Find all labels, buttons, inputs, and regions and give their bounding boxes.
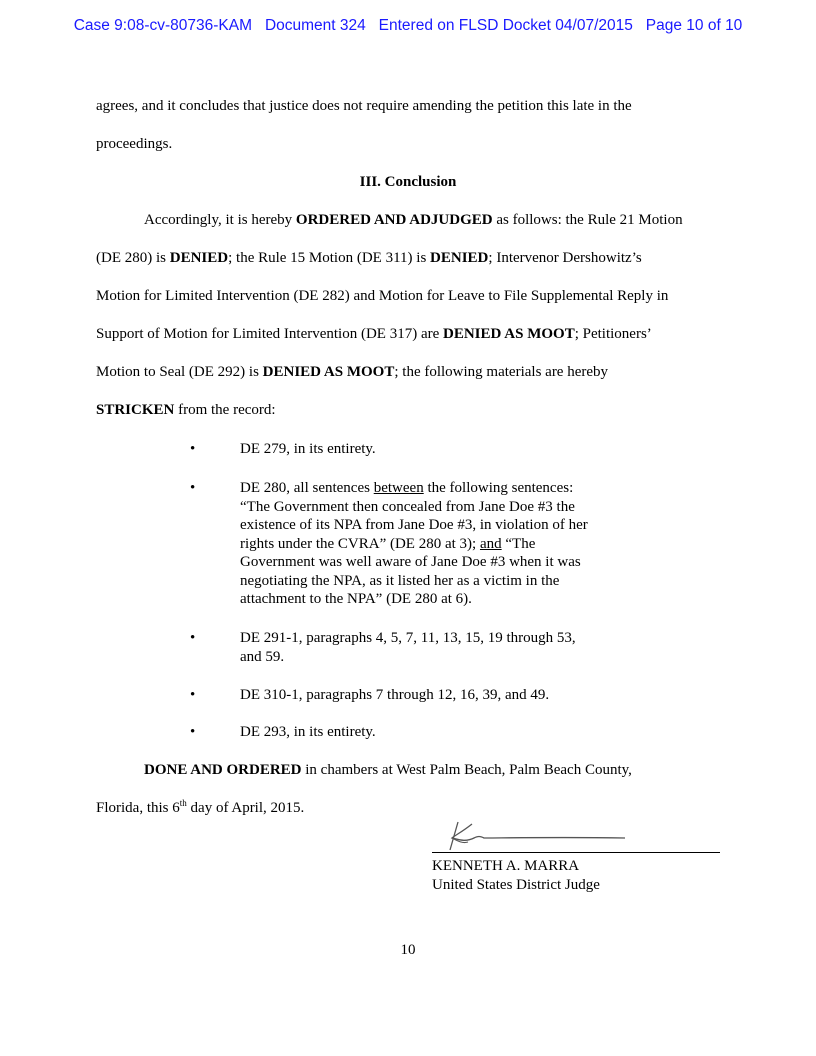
item-line: Government was well aware of Jane Doe #3 when it was [240, 554, 581, 570]
item-text: DE 310-1, paragraphs 7 through 12, 16, 39, and 49. [240, 687, 550, 703]
bold-text: DENIED [430, 250, 489, 266]
bullet-icon: • [190, 480, 196, 496]
item-text: DE 293, in its entirety. [240, 724, 376, 740]
section-heading: III. Conclusion [359, 174, 457, 190]
docket-header: Case 9:08-cv-80736-KAM Document 324 Entered on FLSD Docket 04/07/2015 Page 10 of 10 [73, 17, 743, 34]
bullet-icon: • [190, 724, 196, 740]
list-item [240, 686, 630, 705]
order-line-4 [96, 325, 652, 343]
list-item [240, 479, 630, 609]
bullet-icon: • [190, 441, 196, 457]
order-line-6 [96, 401, 276, 419]
text: day of April, 2015. [186, 800, 305, 816]
underlined-text: between [373, 480, 424, 496]
bullet-icon: • [190, 630, 196, 646]
text: (DE 280) is [96, 250, 170, 266]
text: Florida, this 6 [96, 800, 180, 816]
text: Accordingly, it is hereby [144, 212, 296, 228]
text: DE 280, all sentences [240, 480, 374, 496]
text: the following sentences: [423, 480, 574, 496]
text: Support of Motion for Limited Intervention (DE 317) are [96, 326, 444, 342]
bold-text: DENIED [169, 250, 229, 266]
bold-text: DONE AND ORDERED [144, 762, 302, 778]
text: ; Petitioners’ [574, 326, 652, 342]
text: ; the following materials are hereby [394, 364, 609, 380]
done-line-2 [96, 799, 304, 817]
item-line: DE 291-1, paragraphs 4, 5, 7, 11, 13, 15, 19 through 53, [240, 630, 576, 646]
bold-text: DENIED AS MOOT [262, 364, 395, 380]
list-item [240, 629, 630, 666]
text: in chambers at West Palm Beach, Palm Beach County, [301, 762, 632, 778]
item-line: and 59. [240, 648, 285, 665]
done-line-1 [144, 761, 632, 779]
superscript: th [179, 798, 187, 808]
bold-text: DENIED AS MOOT [443, 326, 575, 342]
judge-title: United States District Judge [432, 877, 600, 893]
text: “The [501, 535, 536, 552]
bold-text: STRICKEN [96, 402, 175, 418]
underlined-text: and [479, 535, 502, 552]
text: Motion to Seal (DE 292) is [96, 364, 263, 380]
paragraph-line: agrees, and it concludes that justice does not require amending the petition this late in the [96, 98, 632, 114]
item-line: attachment to the NPA” (DE 280 at 6). [240, 591, 472, 607]
signature-line [432, 852, 720, 853]
text: as follows: the Rule 21 Motion [492, 212, 683, 228]
list-item [240, 723, 630, 742]
item-text: DE 279, in its entirety. [240, 441, 376, 457]
text: ; the Rule 15 Motion (DE 311) is [228, 250, 431, 266]
signature-scribble [440, 816, 640, 856]
item-line: “The Government then concealed from Jane Doe #3 the [240, 498, 575, 515]
item-line: negotiating the NPA, as it listed her as a victim in the [240, 572, 560, 589]
text: rights under the CVRA” (DE 280 at 3); [240, 535, 480, 552]
bold-text: ORDERED AND ADJUDGED [295, 212, 493, 228]
text: ; Intervenor Dershowitz’s [488, 250, 642, 266]
item-line: existence of its NPA from Jane Doe #3, in violation of her [240, 517, 588, 533]
order-line-3: Motion for Limited Intervention (DE 282) and Motion for Leave to File Supplemental Reply in [96, 288, 669, 304]
order-line-1 [144, 211, 683, 229]
list-item [240, 440, 630, 459]
item-line [240, 535, 630, 554]
text: from the record: [174, 402, 276, 418]
item-line [240, 479, 630, 498]
bullet-icon: • [190, 687, 196, 703]
judge-name: KENNETH A. MARRA [432, 858, 580, 874]
page-number: 10 [400, 942, 416, 958]
order-line-2 [96, 249, 642, 267]
order-line-5 [96, 363, 608, 381]
paragraph-line: proceedings. [96, 136, 173, 152]
